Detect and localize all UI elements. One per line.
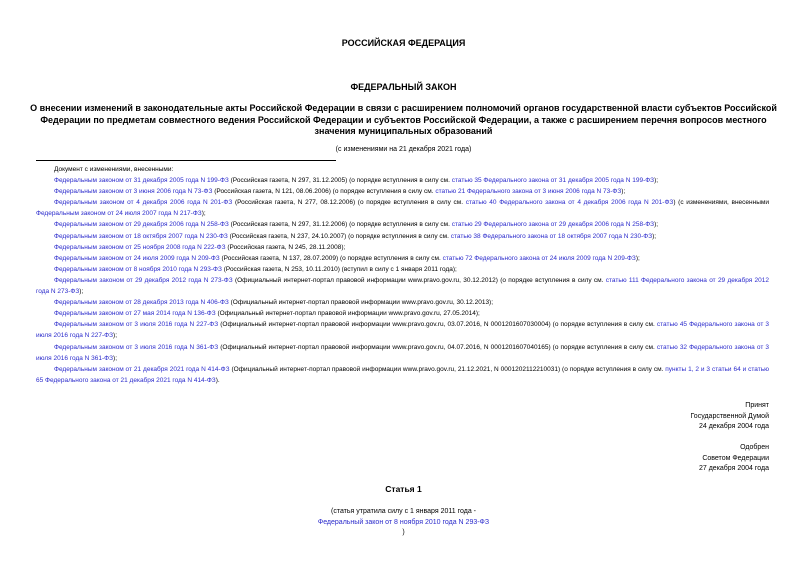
duma-adoption — [690, 401, 769, 433]
amendment-link[interactable]: Федеральным законом от 29 декабря 2012 года N 273-ФЗ — [54, 276, 233, 284]
amendment-text: (Официальный интернет-портал правовой информации www.pravo.gov.ru, 21.12.2021, N 0001202112210031) (о порядке вступления в силу см. — [229, 365, 666, 373]
amendment-text: ); — [635, 254, 640, 262]
amendment-link[interactable]: статью 21 Федерального закона от 3 июня 2006 года N 73-ФЗ — [435, 188, 622, 196]
amendment-item — [36, 342, 769, 364]
amendment-item — [36, 364, 769, 386]
amendments-intro: Документ с изменениями, внесенными: — [54, 166, 174, 173]
amendment-item — [36, 219, 769, 230]
amendment-text: ); — [79, 288, 84, 296]
amendment-link[interactable]: Федеральным законом от 29 декабря 2006 года N 258-ФЗ — [54, 221, 229, 229]
amendment-item — [36, 319, 769, 341]
amendment-link[interactable]: Федеральным законом от 4 декабря 2006 года N 201-ФЗ — [54, 199, 233, 207]
amendment-item — [36, 297, 769, 308]
law-title: О внесении изменений в законодательные акты Российской Федерации в связи с расширением полномочий органов государственной власти субъектов Российской Федерации по предметам совместного ведения Российской Федерации и субъектов Российской Федерации, а также с расширением перечня вопросов местного значения муниципальных образований — [30, 103, 777, 136]
repeal-text: (статья утратила силу с 1 января 2011 года - — [330, 508, 476, 515]
amendment-text: (Российская газета, N 277, 08.12.2006) (о порядке вступления в силу см. — [232, 199, 466, 207]
amendment-link[interactable]: статью 29 Федерального закона от 29 декабря 2006 года N 258-ФЗ — [451, 221, 655, 229]
amendment-text: (Официальный интернет-портал правовой информации www.pravo.gov.ru, 30.12.2013); — [228, 299, 494, 307]
council-approval — [699, 443, 769, 475]
amendment-link[interactable]: пункты 1, 2 и 3 статьи 64 и статью 65 Федерального закона от 21 декабря 2021 года N 414-ФЗ — [36, 365, 769, 384]
amendment-item — [36, 308, 769, 319]
amendment-text: (Российская газета, N 253, 10.11.2010) (вступил в силу с 1 января 2011 года); — [221, 265, 457, 273]
amendment-text: (Российская газета, N 297, 31.12.2006) (о порядке вступления в силу см. — [228, 221, 452, 229]
repeal-close: ) — [402, 529, 405, 536]
amendment-text: ); — [654, 177, 659, 185]
amendment-link[interactable]: Федеральным законом от 3 июля 2016 года N 227-ФЗ — [54, 321, 219, 329]
repeal-law-link[interactable]: Федеральный закон от 8 ноября 2010 года N 293-ФЗ — [317, 518, 490, 526]
amendment-item — [36, 197, 769, 219]
amendment-link[interactable]: статью 111 Федерального закона от 29 декабря 2012 года N 273-ФЗ — [36, 276, 769, 296]
amendment-item — [36, 175, 769, 186]
country-heading: РОССИЙСКАЯ ФЕДЕРАЦИЯ — [341, 38, 466, 48]
amendment-link[interactable]: статью 35 Федерального закона от 31 декабря 2005 года N 199-ФЗ — [451, 177, 655, 185]
amendment-text: ); — [621, 188, 626, 196]
amendment-text: (Официальный интернет-портал правовой информации www.pravo.gov.ru, 30.12.2012) (о порядке вступления в силу см. — [232, 276, 606, 284]
duma-line-3: 24 декабря 2004 года — [698, 423, 769, 430]
duma-line-1: Принят — [745, 402, 769, 409]
amendment-item — [36, 253, 769, 264]
amendment-link[interactable]: статью 45 Федерального закона от 3 июля 2016 года N 227-ФЗ — [36, 321, 769, 340]
amendment-link[interactable]: Федеральным законом от 31 декабря 2005 года N 199-ФЗ — [54, 177, 229, 185]
council-line-3: 27 декабря 2004 года — [698, 465, 769, 472]
amendment-link[interactable]: Федеральным законом от 28 декабря 2013 года N 406-ФЗ — [54, 299, 229, 307]
amendment-link[interactable]: Федеральным законом от 27 мая 2014 года N 136-ФЗ — [54, 310, 216, 318]
article-1-repeal-note — [0, 507, 807, 539]
council-line-2: Советом Федерации — [702, 454, 769, 462]
amendment-link[interactable]: Федеральным законом от 24 июля 2007 года N 217-ФЗ — [36, 210, 202, 218]
amendment-text: (Официальный интернет-портал правовой информации www.pravo.gov.ru, 03.07.2016, N 0001201607030004) (о порядке вступления в силу см. — [218, 321, 657, 329]
amendment-item — [36, 264, 769, 275]
amendment-link[interactable]: Федеральным законом от 24 июля 2009 года N 209-ФЗ — [54, 254, 220, 262]
amendment-item — [36, 186, 769, 197]
amendment-link[interactable]: Федеральным законом от 3 июня 2006 года N 73-ФЗ — [54, 188, 213, 196]
amendment-text: (Российская газета, N 245, 28.11.2008); — [225, 243, 346, 251]
amendment-text: ); — [201, 210, 206, 218]
amendment-text: (Российская газета, N 121, 08.06.2006) (о порядке вступления в силу см. — [212, 188, 436, 196]
amendment-link[interactable]: Федеральным законом от 3 июля 2016 года N 361-ФЗ — [54, 343, 219, 351]
amendment-link[interactable]: статью 40 Федерального закона от 4 декабря 2006 года N 201-ФЗ — [465, 199, 674, 207]
amendment-link[interactable]: статью 72 Федерального закона от 24 июля 2009 года N 209-ФЗ — [442, 254, 636, 262]
law-type-heading: ФЕДЕРАЛЬНЫЙ ЗАКОН — [350, 82, 457, 92]
amendment-item — [36, 231, 769, 242]
amendment-text: (Официальный интернет-портал правовой информации www.pravo.gov.ru, 04.07.2016, N 0001201607040165) (о порядке вступления в силу см. — [218, 343, 657, 351]
revision-status: (с изменениями на 21 декабря 2021 года) — [335, 146, 472, 153]
amendments-list — [36, 164, 769, 386]
amendment-link[interactable]: Федеральным законом от 8 ноября 2010 года N 293-ФЗ — [54, 265, 222, 273]
amendment-link[interactable]: Федеральным законом от 25 ноября 2008 года N 222-ФЗ — [54, 243, 226, 251]
amendment-text: ) (с изменениями, внесенными — [673, 199, 769, 207]
amendment-text: ). — [215, 376, 220, 384]
amendment-link[interactable]: статью 32 Федерального закона от 3 июля 2016 года N 361-ФЗ — [36, 343, 769, 362]
divider-line — [36, 160, 336, 161]
amendment-text: ); — [113, 332, 118, 340]
amendment-text: ); — [654, 221, 659, 229]
amendment-link[interactable]: статью 38 Федерального закона от 18 октября 2007 года N 230-ФЗ — [450, 232, 653, 240]
amendment-link[interactable]: Федеральным законом от 21 декабря 2021 года N 414-ФЗ — [54, 365, 230, 373]
duma-line-2: Государственной Думой — [690, 412, 769, 420]
amendment-link[interactable]: Федеральным законом от 18 октября 2007 года N 230-ФЗ — [54, 232, 228, 240]
amendment-text: (Российская газета, N 237, 24.10.2007) (о порядке вступления в силу см. — [227, 232, 451, 240]
amendment-item — [36, 242, 769, 253]
amendment-items — [36, 175, 769, 386]
amendment-text: (Российская газета, N 297, 31.12.2005) (о порядке вступления в силу см. — [228, 177, 452, 185]
article-1-heading: Статья 1 — [385, 484, 422, 494]
council-line-1: Одобрен — [740, 444, 769, 451]
amendment-text: ); — [113, 354, 118, 362]
amendment-text: ); — [652, 232, 657, 240]
amendment-text: (Официальный интернет-портал правовой информации www.pravo.gov.ru, 27.05.2014); — [215, 310, 480, 318]
amendment-item — [36, 275, 769, 297]
amendment-text: (Российская газета, N 137, 28.07.2009) (о порядке вступления в силу см. — [219, 254, 443, 262]
